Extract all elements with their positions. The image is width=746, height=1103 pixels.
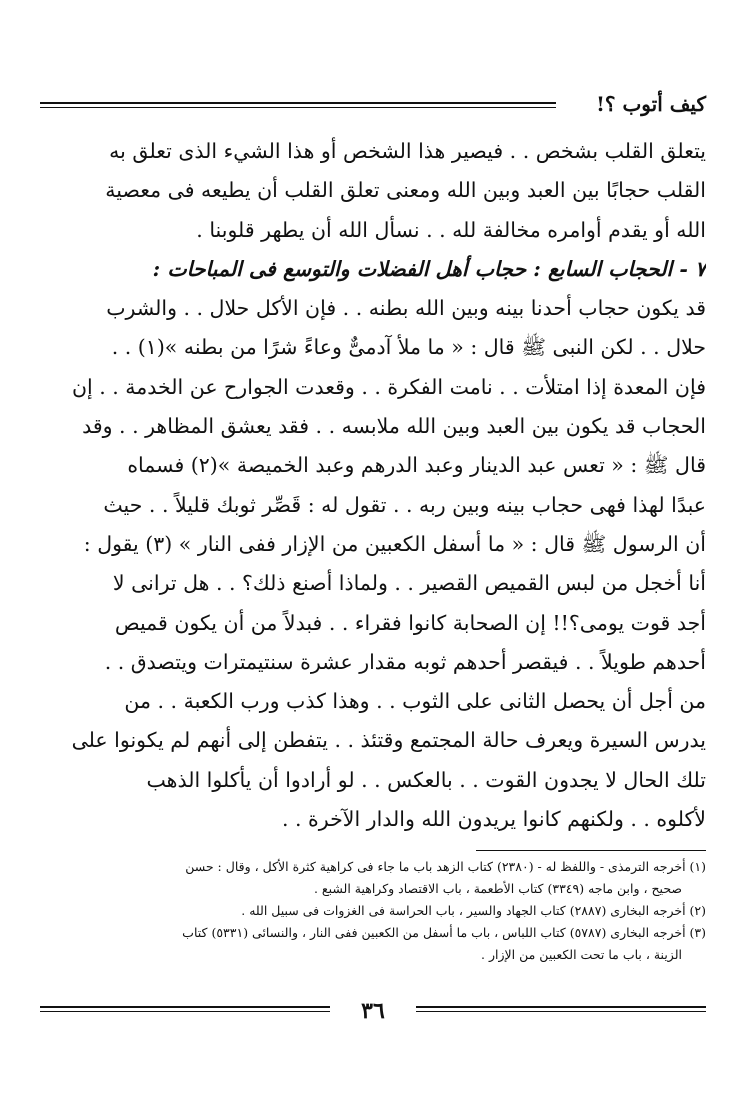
body-line: أجد قوت يومى؟!! إن الصحابة كانوا فقراء . . فبدلاً من أن يكون قميص [114,610,706,635]
body-line: من أجل أن يحصل الثانى على الثوب . . وهذا كذب ورب الكعبة . . من [124,689,706,714]
footnote-line: صحيح ، وابن ماجه (٣٣٤٩) كتاب الأطعمة ، باب الاقتصاد وكراهية الشبع . [313,881,682,896]
footnote-2 [40,900,706,922]
header-rule [40,102,556,108]
footnote-1 [40,856,706,900]
footnotes [40,856,706,966]
page-number: ٣٦ [361,998,385,1024]
footnote-line: (٣) أخرجه البخارى (٥٧٨٧) كتاب اللباس ، باب ما أسفل من الكعبين ففى النار ، والنسائى (٥٣٣١) كتاب [182,925,706,940]
body-line: القلب حجابًا بين العبد وبين الله ومعنى تعلق القلب أن يطيعه فى معصية [105,178,706,203]
body-line: أن الرسول ﷺ قال : « ما أسفل الكعبين من الإزار ففى النار » (٣) يقول : [83,531,706,556]
body-line: الحجاب قد يكون بين العبد وبين الله ملابسه . . فقد يعشق المظاهر . . وقد [82,414,706,439]
section-heading: ٧ - الحجاب السابع : حجاب أهل الفضلات والتوسع فى المباحات : [152,256,706,281]
running-header [40,92,706,118]
footnote-line: (١) أخرجه الترمذى - واللفظ له - (٢٣٨٠) كتاب الزهد باب ما جاء فى كراهية كثرة الأكل ، وقال : حسن [185,859,706,874]
body-line: حلال . . لكن النبى ﷺ قال : « ما ملأ آدمىٌّ وعاءً شرًا من بطنه »(١) . . [111,335,706,360]
footnote-line: (٢) أخرجه البخارى (٢٨٨٧) كتاب الجهاد والسير ، باب الحراسة فى الغزوات فى سبيل الله . [241,903,706,918]
body-line: لأكلوه . . ولكنهم كانوا يريدون الله والدار الآخرة . . [281,807,706,832]
footnote-separator [476,850,706,851]
header-title: كيف أتوب ؟! [596,92,706,116]
body-line: عبدًا لهذا فهى حجاب بينه وبين ربه . . تقول له : قَصِّر ثوبك قليلاً . . حيث [103,492,706,517]
body-line: يدرس السيرة ويعرف حالة المجتمع وقتئذ . . يتفطن إلى أنهم لم يكونوا على [71,728,706,753]
body-line: أحدهم طويلاً . . فيقصر أحدهم ثوبه مقدار عشرة سنتيمترات ويتصدق . . [104,649,706,674]
body-line: قد يكون حجاب أحدنا بينه وبين الله بطنه . . فإن الأكل حلال . . والشرب [106,296,706,321]
footnote-line: الزينة ، باب ما تحت الكعبين من الإزار . [481,947,682,962]
footer-rule [416,1006,706,1012]
body-line: تلك الحال لا يجدون القوت . . بالعكس . . لو أرادوا أن يأكلوا الذهب [146,767,706,792]
body-line: قال ﷺ : « تعس عبد الدينار وعبد الدرهم وعبد الخميصة »(٢) فسماه [127,453,706,478]
footnote-3 [40,922,706,966]
body-line: الله أو يقدم أوامره مخالفة لله . . نسأل الله أن يطهر قلوبنا . [196,217,706,242]
page-footer [40,998,706,1028]
body-line: يتعلق القلب بشخص . . فيصير هذا الشخص أو هذا الشيء الذى تعلق به [109,139,706,163]
body-line: فإن المعدة إذا امتلأت . . نامت الفكرة . . وقعدت الجوارح عن الخدمة . . إن [71,374,706,399]
body-line: أنا أخجل من لبس القميص القصير . . ولماذا أصنع ذلك؟ . . هل ترانى لا [112,571,706,596]
body-text [40,132,706,839]
